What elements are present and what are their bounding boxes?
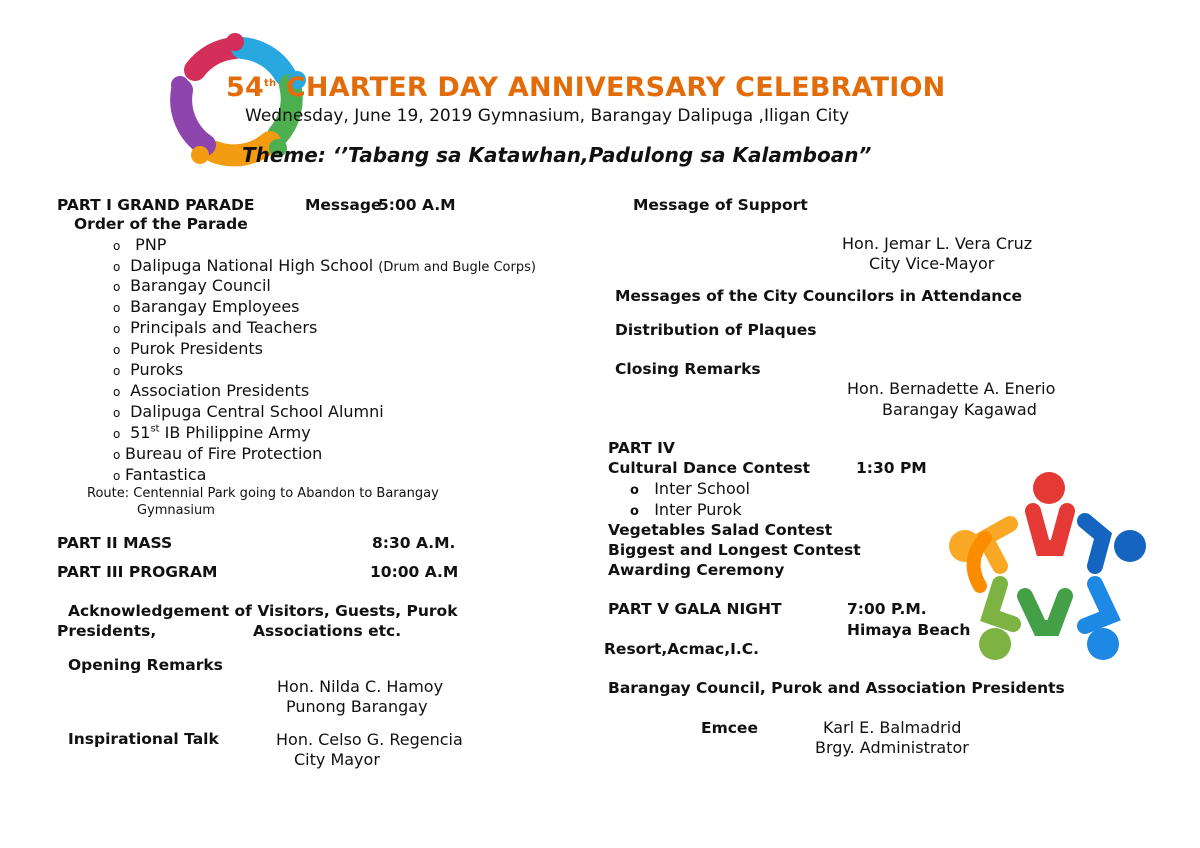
closing-remarks-label: Closing Remarks xyxy=(615,360,761,378)
part3-label: PART III PROGRAM xyxy=(57,563,218,581)
dnhs-note: (Drum and Bugle Corps) xyxy=(378,260,536,275)
list-item: o Dalipuga Central School Alumni xyxy=(113,402,384,421)
list-item: o Barangay Council xyxy=(113,276,271,295)
part5-time: 7:00 P.M. xyxy=(847,600,927,618)
order-heading: Order of the Parade xyxy=(74,215,248,233)
opening-remarks-label: Opening Remarks xyxy=(68,656,223,674)
part1-time: 5:00 A.M xyxy=(378,196,456,214)
support-title: City Vice-Mayor xyxy=(869,254,995,273)
list-item: o Fantastica xyxy=(113,465,207,484)
part1-label: PART I GRAND PARADE xyxy=(57,196,255,214)
closing-remarks-title: Barangay Kagawad xyxy=(882,400,1037,419)
unity-people-logo xyxy=(945,466,1153,666)
part2-time: 8:30 A.M. xyxy=(372,534,456,552)
cultural-dance-time: 1:30 PM xyxy=(856,459,927,477)
route-line-1: Route: Centennial Park going to Abandon to Barangay xyxy=(87,486,439,501)
list-item: o Dalipuga National High School (Drum and Bugle Corps) xyxy=(113,256,536,275)
emcee-name: Karl E. Balmadrid xyxy=(823,718,962,737)
part5-label: PART V GALA NIGHT xyxy=(608,600,782,618)
event-theme: Theme: ‘’Tabang sa Katawhan,Padulong sa Kalamboan” xyxy=(242,143,872,167)
emcee-label: Emcee xyxy=(701,719,758,737)
list-item: o Association Presidents xyxy=(113,381,310,400)
title-ordinal: th xyxy=(263,78,277,89)
list-item: o Inter Purok xyxy=(630,500,742,519)
venue-line-2: Resort,Acmac,I.C. xyxy=(604,640,760,658)
part4-label: PART IV xyxy=(608,439,675,457)
inspirational-talk-name: Hon. Celso G. Regencia xyxy=(276,730,463,749)
route-line-2: Gymnasium xyxy=(137,503,215,518)
event-title: 54th CHARTER DAY ANNIVERSARY CELEBRATION xyxy=(226,72,946,103)
list-item: o 51st IB Philippine Army xyxy=(113,423,311,442)
biggest-longest-contest: Biggest and Longest Contest xyxy=(608,541,861,559)
emcee-title: Brgy. Administrator xyxy=(815,738,969,757)
support-name: Hon. Jemar L. Vera Cruz xyxy=(842,234,1033,253)
acknowledgement-line-2a: Presidents, xyxy=(57,622,157,640)
opening-remarks-name: Hon. Nilda C. Hamoy xyxy=(277,677,444,696)
list-item: o PNP xyxy=(113,235,167,254)
part2-label: PART II MASS xyxy=(57,534,173,552)
council-presidents: Barangay Council, Purok and Association Presidents xyxy=(608,679,1065,697)
acknowledgement-line-2b: Associations etc. xyxy=(253,622,402,640)
part1-overlap-text: Message xyxy=(305,196,382,214)
list-item: o Inter School xyxy=(630,479,750,498)
list-item: o Bureau of Fire Protection xyxy=(113,444,323,463)
list-item: o Principals and Teachers xyxy=(113,318,318,337)
cultural-dance-label: Cultural Dance Contest xyxy=(608,459,811,477)
part3-time: 10:00 A.M xyxy=(370,563,459,581)
salad-contest: Vegetables Salad Contest xyxy=(608,521,833,539)
councilors-messages: Messages of the City Councilors in Attendance xyxy=(615,287,1023,305)
closing-remarks-name: Hon. Bernadette A. Enerio xyxy=(847,379,1056,398)
venue-line-1: Himaya Beach xyxy=(847,621,971,639)
event-subtitle: Wednesday, June 19, 2019 Gymnasium, Barangay Dalipuga ,Iligan City xyxy=(245,106,850,126)
message-of-support-label: Message of Support xyxy=(633,196,808,214)
list-item: o Barangay Employees xyxy=(113,297,300,316)
list-item: o Puroks xyxy=(113,360,184,379)
opening-remarks-title: Punong Barangay xyxy=(286,697,428,716)
inspirational-talk-title: City Mayor xyxy=(294,750,380,769)
list-item: o Purok Presidents xyxy=(113,339,263,358)
acknowledgement-line-1: Acknowledgement of Visitors, Guests, Purok xyxy=(68,602,458,620)
awarding-ceremony: Awarding Ceremony xyxy=(608,561,785,579)
distribution-of-plaques: Distribution of Plaques xyxy=(615,321,817,339)
inspirational-talk-label: Inspirational Talk xyxy=(68,730,219,748)
